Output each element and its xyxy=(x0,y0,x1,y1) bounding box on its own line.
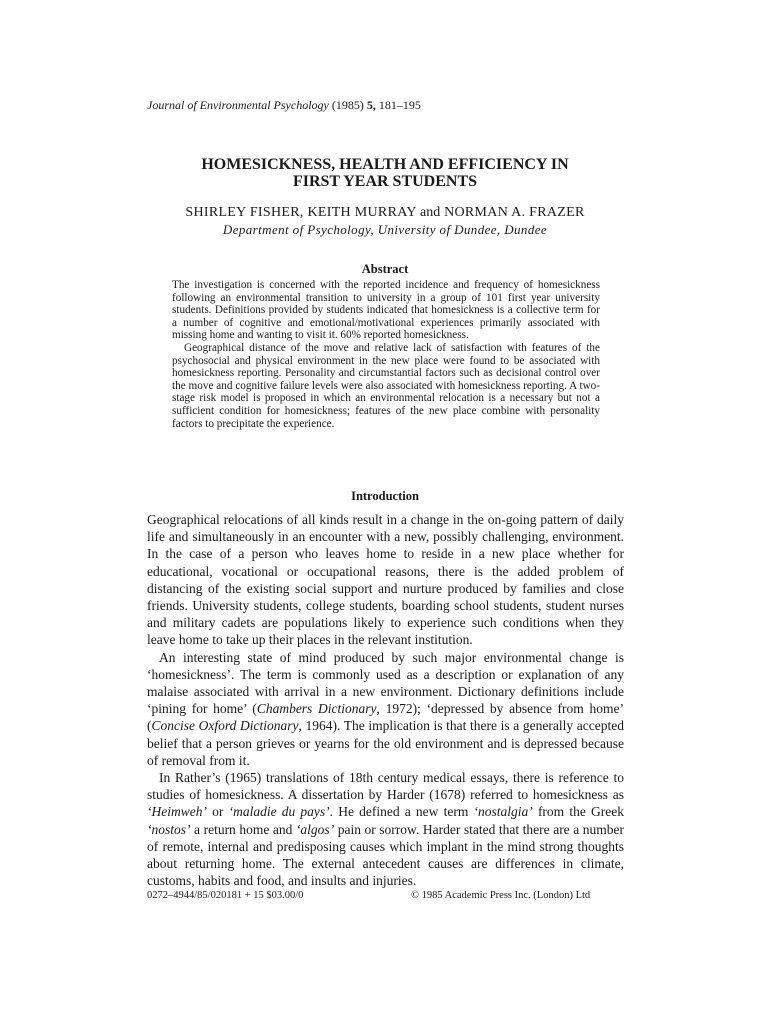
abstract-body xyxy=(172,279,600,430)
foreign-term: ‘Heimweh’ xyxy=(147,804,207,820)
text-run: a return home and xyxy=(190,821,296,837)
article-title xyxy=(140,156,630,190)
citation-title: Concise Oxford Dictionary xyxy=(151,718,299,734)
journal-name: Journal of Environmental Psychology xyxy=(147,98,329,112)
text-run: pain or sorrow. Harder stated that there are a number of remote, internal and predisposing causes which implant in the mind strong thoughts about returning home. The external antecedent causes are differences in climate, customs, habits and food, and insults and injuries. xyxy=(147,821,624,889)
title-line-2: FIRST YEAR STUDENTS xyxy=(292,173,478,190)
issn-code: 0272–4944/85/020181 + 15 $03.00/0 xyxy=(147,890,304,901)
introduction-heading: Introduction xyxy=(351,489,419,503)
foreign-term: ‘nostalgia’ xyxy=(473,804,533,820)
abstract-paragraph-1: The investigation is concerned with the reported incidence and frequency of homesickness following an environmental transition to university in a group of 101 first year university students. Definitions provided by students indicated that homesickness is a collective term for a number of cognitive and emotional/motivational experiences primarily associated with missing home and wanting to visit it. 60% reported homesickness. xyxy=(172,279,600,342)
text-run: , 1964). The implication is that there is a generally accepted belief that a person grieves or yearns for the old environment and is depressed because of removal from it. xyxy=(147,718,624,768)
journal-citation xyxy=(147,98,421,113)
intro-paragraph-2 xyxy=(147,649,624,769)
authors-and: and xyxy=(420,205,441,220)
foreign-term: ‘algos’ xyxy=(295,821,335,837)
text-run: . He defined a new term xyxy=(329,804,474,820)
foreign-term: ‘maladie du pays’ xyxy=(228,804,330,820)
text-run: from the Greek xyxy=(532,804,624,820)
copyright-notice: © 1985 Academic Press Inc. (London) Ltd xyxy=(411,890,591,901)
intro-paragraph-3 xyxy=(147,769,624,889)
title-line-1: HOMESICKNESS, HEALTH AND EFFICIENCY IN xyxy=(201,156,569,173)
text-run: In Rather’s (1965) translations of 18th century medical essays, there is reference to studies of homesickness. A dissertation by Harder (1678) referred to homesickness as xyxy=(147,770,624,803)
authors-first: SHIRLEY FISHER, KEITH MURRAY xyxy=(185,205,417,220)
journal-year: (1985) xyxy=(331,98,364,112)
text-run: , 1972); ‘depressed by absence from home’ ( xyxy=(147,701,624,734)
abstract-paragraph-2: Geographical distance of the move and relative lack of satisfaction with features of the psychosocial and physical environment in the new place were found to be associated with homesickness reporting. Personality and circumstantial factors such as decisional control over the move and cognitive failure levels were also associated with homesickness reporting. A two-stage risk model is proposed in which an environmental relocation is a necessary but not a sufficient condition for homesickness; features of the new place combine with personality factors to precipitate the experience. xyxy=(172,341,600,430)
introduction-body xyxy=(147,511,624,889)
text-run: An interesting state of mind produced by such major environmental change is ‘homesickness’. The term is commonly used as a description or explanation of any malaise associated with arrival in a new environment. Dictionary definitions include ‘pining for home’ ( xyxy=(147,649,624,717)
journal-pages: 181–195 xyxy=(378,98,421,112)
text-run: or xyxy=(206,804,229,820)
author-list xyxy=(140,205,630,221)
authors-last: NORMAN A. FRAZER xyxy=(444,205,585,220)
citation-title: Chambers Dictionary xyxy=(256,701,377,717)
author-affiliation: Department of Psychology, University of Dundee, Dundee xyxy=(222,222,548,237)
abstract-heading: Abstract xyxy=(361,262,409,276)
intro-paragraph-1: Geographical relocations of all kinds result in a change in the on-going pattern of daily life and simultaneously in an encounter with a new, possibly challenging, environment. In the case of a person who leaves home to reside in a new place whether for educational, vocational or occupational reasons, there is the added problem of distancing of the existing social support and nurture produced by families and close friends. University students, college students, boarding school students, student nurses and military cadets are populations likely to experience such conditions when they leave home to take up their places in the relevant institution. xyxy=(147,512,624,648)
foreign-term: ‘nostos’ xyxy=(147,821,191,837)
journal-volume: 5, xyxy=(366,98,376,112)
